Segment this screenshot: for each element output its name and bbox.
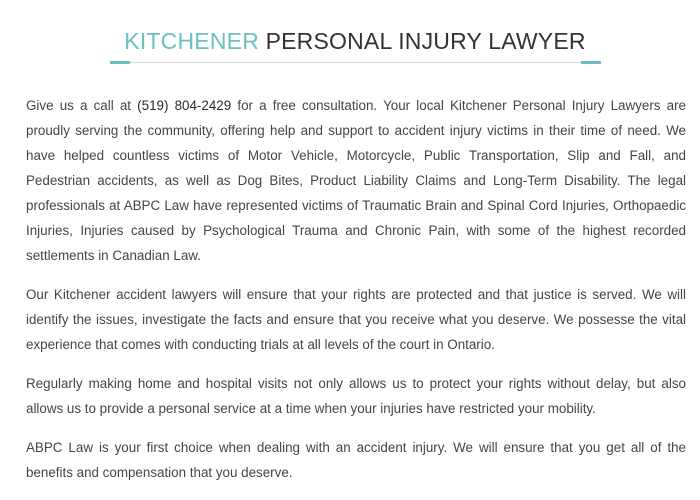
intro-text-start: Give us a call at (26, 98, 138, 113)
visits-paragraph: Regularly making home and hospital visits not only allows us to protect your rights without delay, but also allows us to provide a personal service at a time when your injuries have restricted your mobility. (26, 376, 686, 416)
title-divider (110, 62, 600, 63)
main-content (26, 93, 686, 499)
first-choice-paragraph: ABPC Law is your first choice when dealing with an accident injury. We will ensure that you get all of the benefits and compensation that you deserve. (26, 440, 686, 480)
title-divider-accent-left (110, 61, 130, 64)
rights-paragraph: Our Kitchener accident lawyers will ensure that your rights are protected and that justice is served. We will identify the issues, investigate the facts and ensure that you receive what you deserve. We possesse the vital experience that comes with conducting trials at all levels of the court in Ontario. (26, 287, 686, 352)
phone-number: (519) 804-2429 (137, 98, 232, 113)
intro-text-rest: for a free consultation. Your local Kitchener Personal Injury Lawyers are proudly serving the community, offering help and support to accident injury victims in their time of need. We have helped countless victims of Motor Vehicle, Motorcycle, Public Transportation, Slip and Fall, and Pedestrian accidents, as well as Dog Bites, Product Liability Claims and Long-Term Disability. The legal professionals at ABPC Law have represented victims of Traumatic Brain and Spinal Cord Injuries, Orthopaedic Injuries, Injuries caused by Psychological Trauma and Chronic Pain, with some of the highest recorded settlements in Canadian Law. (26, 98, 686, 263)
intro-paragraph (26, 93, 686, 268)
page-title-main: PERSONAL INJURY LAWYER (259, 28, 586, 54)
page-title-accent: KITCHENER (124, 28, 259, 54)
title-divider-accent-right (581, 61, 601, 64)
page-title (0, 26, 700, 56)
page-header (0, 26, 700, 56)
